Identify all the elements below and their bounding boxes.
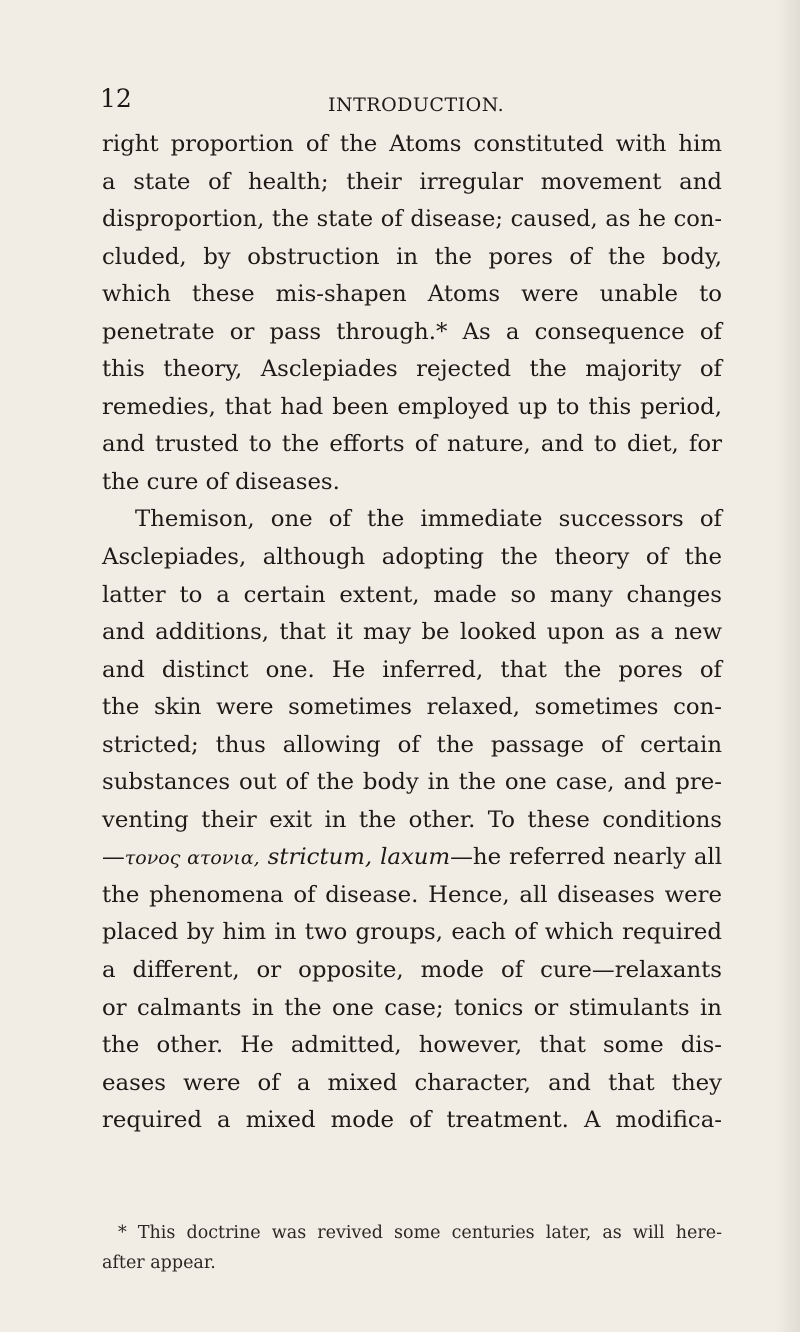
- em-dash: —: [102, 844, 125, 871]
- text-line: and trusted to the efforts of nature, and to diet, for: [102, 431, 722, 458]
- text-line: the skin were sometimes relaxed, sometimes con-: [102, 694, 722, 721]
- page-number: 12: [100, 84, 132, 113]
- footnote: [102, 1218, 722, 1278]
- text-line: venting their exit in the other. To these conditions: [102, 806, 722, 833]
- footnote-line: after appear.: [102, 1253, 216, 1273]
- text-line: substances out of the body in the one case, and pre-: [102, 769, 722, 796]
- footnote-line: * This doctrine was revived some centuries later, as will here-: [118, 1223, 722, 1243]
- text-line: required a mixed mode of treatment. A modifica-: [102, 1107, 722, 1134]
- text-line: cluded, by obstruction in the pores of the body,: [102, 243, 722, 270]
- text-line-with-terms: [102, 839, 722, 877]
- text-line: the cure of diseases.: [102, 468, 340, 495]
- text-line: and distinct one. He inferred, that the pores of: [102, 656, 722, 683]
- text-line: the other. He admitted, however, that some dis-: [102, 1032, 722, 1059]
- text-line: Asclepiades, although adopting the theory of the: [102, 544, 722, 571]
- text-line: a different, or opposite, mode of cure—relaxants: [102, 957, 722, 984]
- text-line: remedies, that had been employed up to this period,: [102, 393, 722, 420]
- body-text: [102, 126, 722, 1140]
- line-remainder: —he referred nearly all: [450, 844, 722, 871]
- text-line: penetrate or pass through.* As a consequence of: [102, 318, 722, 345]
- text-line: disproportion, the state of disease; caused, as he con-: [102, 206, 722, 233]
- text-line: which these mis-shapen Atoms were unable to: [102, 281, 722, 308]
- text-line: and additions, that it may be looked upon as a new: [102, 619, 722, 646]
- paragraph-start-line: Themison, one of the immediate successors of: [135, 506, 722, 533]
- text-line: a state of health; their irregular movement and: [102, 168, 722, 195]
- text-line: eases were of a mixed character, and that they: [102, 1069, 722, 1096]
- running-title: INTRODUCTION.: [328, 94, 505, 116]
- text-line: right proportion of the Atoms constituted with him: [102, 131, 722, 157]
- greek-terms: τονος ατονια,: [124, 847, 260, 870]
- latin-terms: strictum, laxum: [259, 844, 451, 871]
- text-line: stricted; thus allowing of the passage of certain: [102, 731, 722, 758]
- text-line: placed by him in two groups, each of which required: [102, 919, 722, 946]
- text-line: latter to a certain extent, made so many changes: [102, 581, 722, 608]
- text-line: the phenomena of disease. Hence, all diseases were: [102, 881, 722, 908]
- text-line: or calmants in the one case; tonics or stimulants in: [102, 994, 722, 1021]
- text-line: this theory, Asclepiades rejected the majority of: [102, 356, 722, 383]
